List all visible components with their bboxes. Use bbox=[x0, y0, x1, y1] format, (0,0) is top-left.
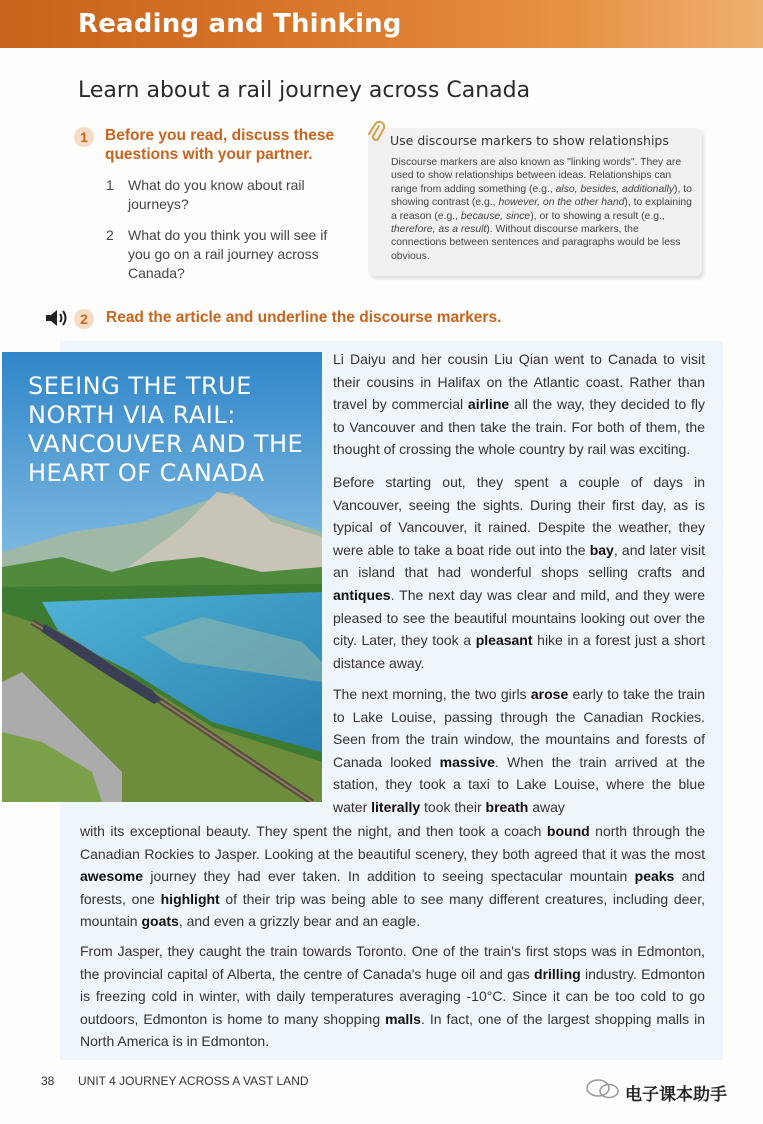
article-paragraph-1: Li Daiyu and her cousin Liu Qian went to Canada to visit their cousins in Halifax on the Atlantic coast. Rather than travel by commercial airline all the way, they decided to fly to Vancouver and then take the train. For both of them, the thought of crossing the whole country by rail was exciting. bbox=[333, 351, 705, 458]
page-number: 38 bbox=[41, 1074, 55, 1088]
article-paragraph-2: Before starting out, they spent a couple of days in Vancouver, seeing the sights. During their first day, as is typical of Vancouver, it rained. Despite the weather, they were able to take a boat ride out into the bay, and later visit an island that had wonderful shops selling crafts and antiques. The next day was clear and mild, and they were pleased to see the beautiful mountains looking out over the city. Later, they took a pleasant hike in a forest just a short distance away. bbox=[333, 474, 705, 671]
article-paragraph-3-continued: with its exceptional beauty. They spent the night, and then took a coach bound north through the Canadian Rockies to Jasper. Looking at the beautiful scenery, they both agreed that it was the most awesome journey they had ever taken. In addition to seeing spectacular mountain peaks and forests, one highlight of their trip was being able to see many different creatures, including deer, mountain goats, and even a grizzly bear and an eagle. bbox=[80, 823, 706, 930]
activity-1-heading: Before you read, discuss these questions with your partner. bbox=[105, 127, 335, 163]
tip-body: Discourse markers are also known as "linking words". They are used to show relationships between ideas. Relationships can range from adding something (e.g., also, besides, additionally), to showing contrast (e.g., however, on the other hand), to explaining a reason (e.g., because, since), or to showing a result (e.g., therefore, as a result). Without discourse markers, the connections between sentences and paragraphs would be less obvious. bbox=[391, 157, 692, 262]
question-2 bbox=[106, 226, 343, 283]
activity-2-number: 2 bbox=[74, 309, 94, 329]
article-title bbox=[28, 372, 328, 488]
section-title: Reading and Thinking bbox=[78, 9, 402, 39]
article-paragraph-3: The next morning, the two girls arose early to take the train to Lake Louise, passing through the Canadian Rockies. Seen from the train window, the mountains and forests of Canada looked massive. When the train arrived at the station, they took a taxi to Lake Louise, where the blue water literally took their breath away bbox=[333, 686, 706, 815]
question-number: 2 bbox=[106, 227, 114, 243]
page-title: Learn about a rail journey across Canada bbox=[78, 78, 531, 103]
unit-label: UNIT 4 JOURNEY ACROSS A VAST LAND bbox=[78, 1074, 309, 1088]
article-title-line: HEART OF CANADA bbox=[28, 459, 265, 487]
tip-title: Use discourse markers to show relationships bbox=[390, 133, 669, 148]
question-1 bbox=[106, 176, 338, 214]
article-paragraph-4: From Jasper, they caught the train towards Toronto. One of the train's first stops was in Edmonton, the provincial capital of Alberta, the centre of Canada's huge oil and gas drilling industry. Edmonton is freezing cold in winter, with daily temperatures averaging -10°C. Since it can be too cold to go outdoors, Edmonton is home to many shopping malls. In fact, one of the largest shopping malls in North America is in Edmonton. bbox=[80, 943, 706, 1050]
question-number: 1 bbox=[106, 177, 114, 193]
watermark-text: 电子课本助手 bbox=[625, 1085, 727, 1104]
activity-1-number: 1 bbox=[74, 127, 94, 147]
article-title-line: VANCOUVER AND THE bbox=[28, 430, 304, 458]
question-text: What do you know about rail journeys? bbox=[128, 177, 305, 212]
activity-2-heading: Read the article and underline the discourse markers. bbox=[106, 309, 502, 326]
audio-speaker-icon[interactable] bbox=[45, 309, 71, 327]
paperclip-icon bbox=[367, 120, 385, 144]
question-text: What do you think you will see if you go on a rail journey across Canada? bbox=[128, 227, 328, 281]
article-title-line: NORTH VIA RAIL: bbox=[28, 401, 236, 429]
wechat-logo-icon bbox=[585, 1079, 621, 1099]
article-title-line: SEEING THE TRUE bbox=[28, 372, 252, 400]
